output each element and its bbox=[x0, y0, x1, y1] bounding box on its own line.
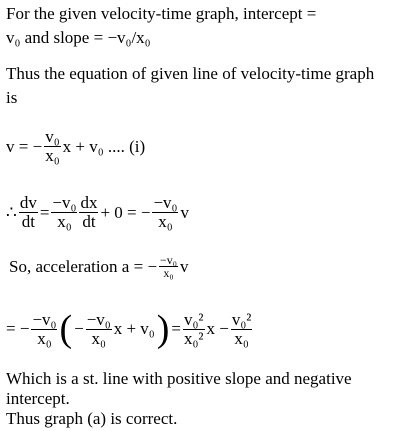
velocity-symbol: v bbox=[180, 202, 189, 222]
exp-f2-num: −v₀ bbox=[86, 309, 111, 329]
acc-den: x₀ bbox=[163, 266, 174, 280]
equation-derivative bbox=[6, 194, 191, 231]
eq1-rest: x + v₀ .... (i) bbox=[62, 136, 146, 156]
slope-num: −v₀ bbox=[52, 193, 77, 212]
dx-dt-fraction bbox=[79, 194, 98, 231]
eq1-lhs: v = − bbox=[6, 136, 43, 156]
acceleration-lead: So, acceleration a = − bbox=[9, 256, 158, 276]
acc-num: −v₀ bbox=[160, 253, 177, 267]
expansion-lead: = − bbox=[6, 319, 30, 338]
open-paren: ( bbox=[59, 308, 73, 350]
acc-tail: v bbox=[179, 256, 189, 276]
conclusion-line-2: intercept. bbox=[6, 389, 70, 408]
plus-zero: + 0 = − bbox=[100, 202, 151, 222]
result-fraction bbox=[152, 194, 178, 231]
exp-f1-num: −v₀ bbox=[32, 309, 57, 329]
inner-terms: x + v₀ bbox=[113, 319, 155, 338]
thus-line-2: is bbox=[6, 88, 18, 107]
result-num: −v₀ bbox=[153, 193, 178, 212]
dv-dt-fraction bbox=[19, 194, 38, 231]
dx-num: dx bbox=[80, 193, 98, 212]
exp-f3-den: x₀² bbox=[183, 328, 204, 348]
exp-f4-num: v₀² bbox=[231, 309, 252, 329]
exp-f4 bbox=[231, 311, 253, 348]
acceleration-fraction bbox=[159, 254, 178, 279]
conclusion-line-3: Thus graph (a) is correct. bbox=[6, 409, 178, 428]
exp-f4-den: x₀ bbox=[234, 328, 249, 348]
slope-den: x₀ bbox=[57, 212, 72, 231]
intro-line-2: v₀ and slope = −v₀/x₀ bbox=[6, 28, 151, 47]
inner-minus: − bbox=[74, 319, 84, 338]
equals-sign: = bbox=[39, 202, 50, 222]
result-den: x₀ bbox=[158, 212, 173, 231]
dt-den-2: dt bbox=[82, 212, 96, 231]
exp-f2 bbox=[86, 311, 112, 348]
exp-f3 bbox=[183, 311, 205, 348]
exp-f1-den: x₀ bbox=[37, 328, 52, 348]
equation-expansion bbox=[6, 310, 254, 348]
intro-line-1: For the given velocity-time graph, intercept = bbox=[6, 4, 317, 23]
exp-mid: x − bbox=[206, 319, 229, 338]
dt-den: dt bbox=[21, 212, 35, 231]
exp-equals: = bbox=[171, 319, 181, 338]
equation-acceleration bbox=[6, 254, 190, 279]
eq1-fraction bbox=[44, 128, 60, 165]
eq1-num: v₀ bbox=[45, 127, 60, 146]
dv-num: dv bbox=[19, 193, 37, 212]
equation-i bbox=[6, 128, 147, 165]
close-paren: ) bbox=[156, 308, 170, 350]
therefore-symbol: ∴ bbox=[6, 202, 17, 222]
exp-f1 bbox=[31, 311, 57, 348]
exp-f2-den: x₀ bbox=[91, 328, 106, 348]
conclusion-line-1: Which is a st. line with positive slope and negative bbox=[6, 369, 352, 388]
slope-fraction bbox=[51, 194, 77, 231]
eq1-den: x₀ bbox=[45, 146, 60, 165]
thus-line-1: Thus the equation of given line of velocity-time graph bbox=[6, 64, 375, 83]
exp-f3-num: v₀² bbox=[183, 309, 204, 329]
